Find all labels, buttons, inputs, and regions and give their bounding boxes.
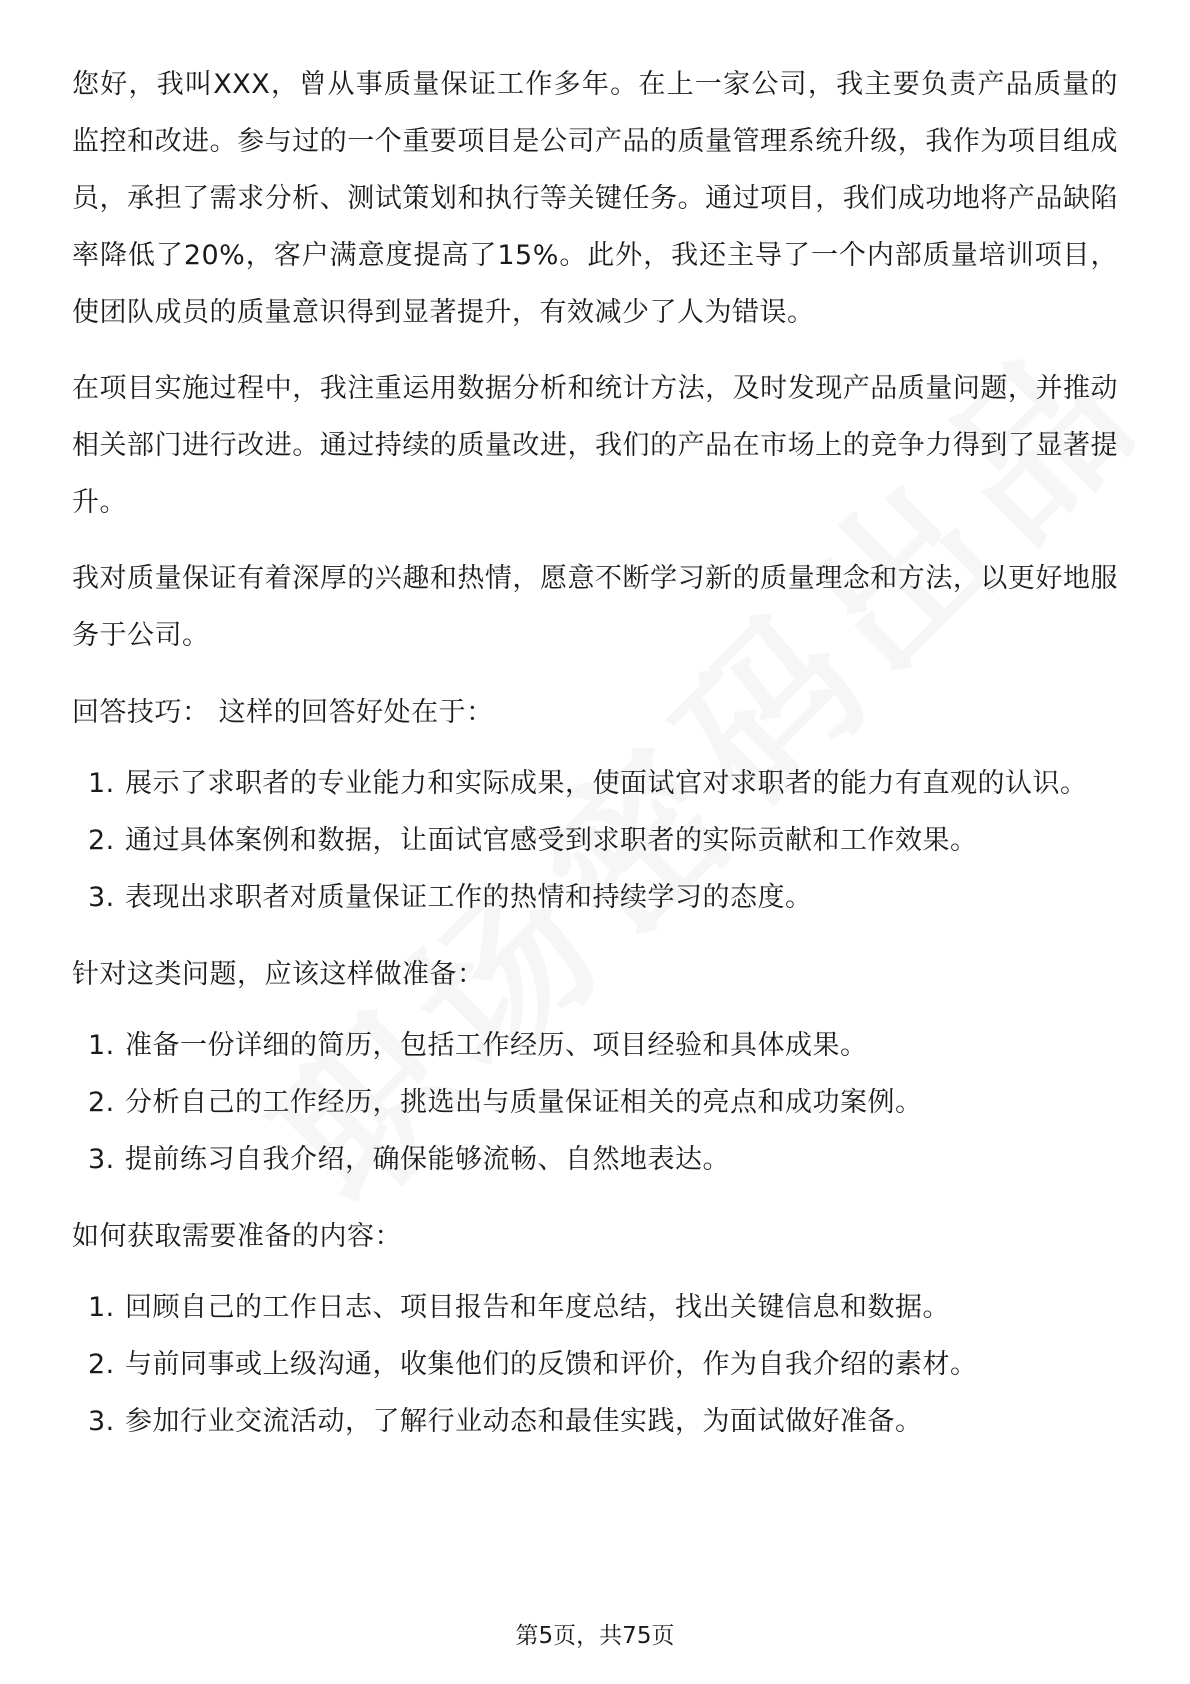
list-item [72, 1279, 1118, 1336]
list-item [72, 1017, 1118, 1074]
list-number: 3. [88, 882, 115, 913]
list-item-text: 表现出求职者对质量保证工作的热情和持续学习的态度。 [125, 882, 813, 913]
list-item [72, 869, 1118, 926]
list-number: 2. [88, 1087, 115, 1118]
list-item [72, 812, 1118, 869]
document-body [72, 56, 1118, 1450]
list-item-text: 准备一份详细的简历，包括工作经历、项目经验和具体成果。 [125, 1030, 868, 1061]
list-item-text: 展示了求职者的专业能力和实际成果，使面试官对求职者的能力有直观的认识。 [125, 768, 1088, 799]
list-number: 1. [88, 1292, 115, 1323]
answer-tips-list [72, 755, 1118, 926]
content-sources-list [72, 1279, 1118, 1450]
section-heading-answer-tips: 回答技巧： 这样的回答好处在于： [72, 697, 494, 728]
section-heading-preparation: 针对这类问题，应该这样做准备： [72, 959, 485, 990]
preparation-list [72, 1017, 1118, 1188]
list-number: 1. [88, 768, 115, 799]
list-number: 1. [88, 1030, 115, 1061]
list-item-text: 提前练习自我介绍，确保能够流畅、自然地表达。 [125, 1144, 730, 1175]
list-item [72, 755, 1118, 812]
list-item [72, 1074, 1118, 1131]
list-number: 3. [88, 1406, 115, 1437]
intro-paragraph-3: 我对质量保证有着深厚的兴趣和热情，愿意不断学习新的质量理念和方法，以更好地服务于公司。 [72, 563, 1118, 651]
list-item-text: 通过具体案例和数据，让面试官感受到求职者的实际贡献和工作效果。 [125, 825, 978, 856]
intro-paragraph-2: 在项目实施过程中，我注重运用数据分析和统计方法，及时发现产品质量问题，并推动相关部门进行改进。通过持续的质量改进，我们的产品在市场上的竞争力得到了显著提升。 [72, 373, 1118, 518]
list-number: 3. [88, 1144, 115, 1175]
list-item-text: 回顾自己的工作日志、项目报告和年度总结，找出关键信息和数据。 [125, 1292, 950, 1323]
list-item-text: 参加行业交流活动，了解行业动态和最佳实践，为面试做好准备。 [125, 1406, 923, 1437]
page-number: 第5页，共75页 [515, 1623, 675, 1649]
list-item [72, 1131, 1118, 1188]
list-item [72, 1336, 1118, 1393]
list-item [72, 1393, 1118, 1450]
list-number: 2. [88, 1349, 115, 1380]
intro-paragraph-1: 您好，我叫XXX，曾从事质量保证工作多年。在上一家公司，我主要负责产品质量的监控和改进。参与过的一个重要项目是公司产品的质量管理系统升级，我作为项目组成员，承担了需求分析、测试策划和执行等关键任务。通过项目，我们成功地将产品缺陷率降低了20%，客户满意度提高了15%。此外，我还主导了一个内部质量培训项目，使团队成员的质量意识得到显著提升，有效减少了人为错误。 [72, 69, 1118, 328]
list-number: 2. [88, 825, 115, 856]
list-item-text: 分析自己的工作经历，挑选出与质量保证相关的亮点和成功案例。 [125, 1087, 923, 1118]
list-item-text: 与前同事或上级沟通，收集他们的反馈和评价，作为自我介绍的素材。 [125, 1349, 978, 1380]
section-heading-content-sources: 如何获取需要准备的内容： [72, 1221, 402, 1252]
